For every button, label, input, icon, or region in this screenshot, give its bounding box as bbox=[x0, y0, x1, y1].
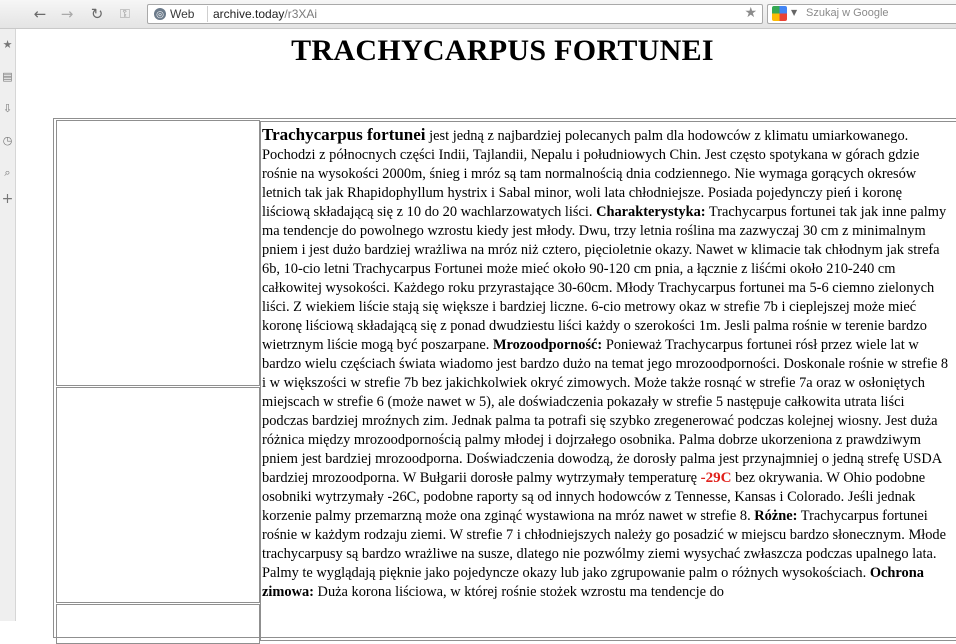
browser-sidebar bbox=[0, 29, 16, 621]
url-host: archive.today bbox=[213, 7, 285, 21]
article-paragraph-winter: Duża korona liściowa, w której rośnie stożek wzrostu ma tendencje do bbox=[313, 584, 724, 600]
search-input[interactable]: Szukaj w Google bbox=[806, 7, 889, 19]
temperature-highlight: -29C bbox=[700, 470, 732, 486]
bookmarks-star-icon[interactable]: ★ bbox=[2, 38, 13, 51]
article-paragraph-misc: Trachycarpus fortunei rośnie w każdym rodzaju ziemi. W strefie 7 i chłodniejszych należy go posadzić w miejscu bardzo słonecznym. Młode trachycarpusy są bardzo wrażliwe na susze, dlatego nie pozwólmy ziemi wysychać zwłaszcza podczas upalnego lata. Palmy te wyglądają pięknie jako pojedyncze okazy lub jako zgrupowanie palm o różnych wysokościach. bbox=[262, 508, 947, 581]
heading-frost-resistance: Mrozoodporność: bbox=[492, 337, 603, 353]
back-arrow-icon[interactable]: ← bbox=[33, 5, 47, 23]
heading-winter-protection: Ochrona zimowa: bbox=[262, 565, 924, 600]
url-text[interactable] bbox=[213, 7, 317, 21]
forward-arrow-icon[interactable]: → bbox=[60, 5, 74, 23]
browser-toolbar bbox=[0, 0, 956, 29]
article-paragraph-frost: Ponieważ Trachycarpus fortunei rósł przez wiele lat w bardzo wielu częściach świata wiadomo jest bardzo dużo na temat jego mrozoodporności. Doskonale rośnie w strefie 8 i w większości w strefie 7b bez jakichkolwiek okryć zimowych. Może także rosnąć w strefie 7a oraz w osłoniętych miejscach w strefie 6 (może nawet w 5), ale doświadczenia pokazały w strefie 5 następuje całkowita utrata liści podczas bardziej mroźnych zim. Jednak palma ta potrafi się szybko zregenerować podczas kolejnej wiosny. Jest duża różnica między mrozoodpornością palmy młodej i dojrzałego osobnika. Palma dobrze ukorzeniona z prawdziwym pniem jest bardziej mrozoodporna. Doświadczenia dowodzą, że dorosły palma jest przynajmniej o jedną strefę USDA bardziej mrozoodporna. W Bułgarii dorosłe palmy wytrzymały temperaturę bbox=[262, 337, 949, 486]
search-icon[interactable]: ⌕ bbox=[4, 166, 11, 179]
site-info-chip[interactable] bbox=[151, 6, 208, 22]
address-bar[interactable] bbox=[147, 4, 763, 24]
history-clock-icon[interactable]: ◷ bbox=[2, 134, 13, 147]
google-logo-icon[interactable] bbox=[772, 6, 787, 21]
key-icon[interactable]: ⚿ bbox=[120, 6, 130, 22]
chevron-down-icon[interactable]: ▼ bbox=[791, 8, 798, 17]
heading-misc: Różne: bbox=[754, 508, 798, 524]
download-icon[interactable]: ⇩ bbox=[2, 102, 13, 115]
article-paragraph-characteristics: Trachycarpus fortunei tak jak inne palmy ma tendencje do powolnego wzrostu kiedy jest młody. Dwu, trzy letnia roślina ma zazwyczaj 30 cm z minimalnym pniem i jest dużo bardziej wrażliwa na mróz niż cztero, pięcioletnie okazy. Nawet w klimacie tak chłodnym jak strefa 6b, 10-cio letni Trachycarpus Fortunei może mieć około 90-120 cm pnia, a łącznie z liśćmi około 210-240 cm całkowitej wysokości. Każdego roku przyrastające 30-60cm. Młody Trachycarpus fortunei ma 5-6 ciemno zielonych liści. Z wiekiem liście stają się większe i bardziej liczne. 6-cio metrowy okaz w strefie 7b i cieplejszej może mieć koronę liściową składającą się z ponad dwudziestu liści każdy o szerokości 1m. Jesli palma rośnie w terenie bardzo wietrznym liście mogą być poszarpane. bbox=[262, 204, 947, 353]
article-paragraph-intro: jest jedną z najbardziej polecanych palm dla hodowców z klimatu umiarkowanego. Pochodzi z północnych części Indii, Tajlandii, Nepalu i południowych Chin. Jest często spotykana w górach gdzie rośnie na wysokości 2000m, śnieg i mróz są tam normalnością dnia codziennego. Nie wymaga gorących okresów letnich tak jak Rhapidophyllum hystrix i Sabal minor, woli lata chłodniejsze. Posiada pojedynczy pień i koronę liściową składającą się z 10 do 20 wachlarzowatych liści. bbox=[262, 128, 920, 220]
image-cell-3 bbox=[56, 604, 260, 644]
add-icon[interactable]: + bbox=[1, 191, 14, 207]
reading-list-icon[interactable]: ▤ bbox=[2, 70, 13, 83]
article-text bbox=[262, 125, 950, 602]
web-label: Web bbox=[170, 7, 195, 21]
search-box[interactable] bbox=[767, 4, 956, 24]
globe-icon: ◎ bbox=[154, 8, 166, 20]
image-cell-1 bbox=[56, 120, 260, 386]
heading-characteristics: Charakterystyka: bbox=[596, 204, 706, 220]
reload-icon[interactable]: ↻ bbox=[90, 5, 104, 23]
url-path: /r3XAi bbox=[284, 7, 318, 21]
image-cell-2 bbox=[56, 387, 260, 603]
article-paragraph-frost-cont: bez okrywania. W Ohio podobne osobniki wytrzymały -26C, podobne raporty są od innych hodowców z Tennesse, Kansas i Colorado. Jeśli jednak korzenie palmy przemarzną może ona zginąć wystawiona na mróz nawet w strefie 8. bbox=[262, 470, 926, 524]
bookmark-star-icon[interactable]: ★ bbox=[744, 5, 757, 21]
article-lead: Trachycarpus fortunei bbox=[262, 125, 426, 144]
page-title: TRACHYCARPUS FORTUNEI bbox=[291, 34, 714, 67]
